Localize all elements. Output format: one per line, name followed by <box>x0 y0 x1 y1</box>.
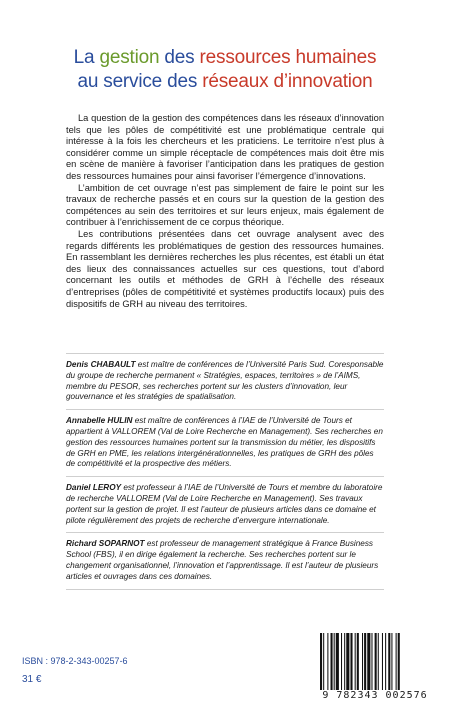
author-name: Daniel LEROY <box>66 483 122 493</box>
summary-paragraph: L’ambition de cet ouvrage n’est pas simplement de faire le point sur les travaux de recherche passés et en cours sur la question de la gestion des compétences au sein des territoires et sur leurs enjeux, mais également de contribuer à l’enrichissement de ce corpus théorique. <box>66 182 384 228</box>
author-bios <box>66 353 384 590</box>
barcode-bars <box>316 633 434 691</box>
title-word: La <box>73 47 100 68</box>
author-description: est maître de conférences de l’Université Paris Sud. Coresponsable du groupe de recherche permanent « Stratégies, espaces, territoires » de l’AIMS, membre du PESOR, ses recherches portent sur les clusters d’innovation, leur gouvernance et les stratégies de spatialisation. <box>66 360 384 402</box>
title-line-1 <box>0 46 450 70</box>
summary-text <box>66 113 384 310</box>
summary-paragraph: Les contributions présentées dans cet ouvrage analysent avec des regards différents les problématiques de gestion des ressources humaines. En rassemblant les dernières recherches les plus récentes, est établi un état des lieux des connaissances actuelles sur ces questions, tout d’abord concernant les outils et méthodes de GRH à l’échelle des réseaux d’entreprises (pôles de compétitivité et systèmes productifs locaux) puis des dispositifs de GRH au niveau des territoires. <box>66 228 384 309</box>
title-word: des <box>159 47 200 68</box>
title-word-highlight: réseaux d’innovation <box>202 71 373 92</box>
summary-paragraph: La question de la gestion des compétences dans les réseaux d’innovation tels que les pôles de compétitivité est une problématique centrale qui intéresse à la fois les chercheurs et les praticiens. Le territoire n’est plus à considérer comme un simple réceptacle de compétences mais doit être mis en scène de manière à favoriser l’anticipation dans les pratiques de gestion des ressources humaines pour ainsi favoriser l’émergence d’innovations. <box>66 113 384 181</box>
book-title <box>0 46 450 94</box>
title-word: au service des <box>77 71 203 92</box>
author-name: Annabelle HULIN <box>66 416 133 426</box>
author-bio <box>66 533 384 589</box>
author-description: est professeur de management stratégique à France Business School (FBS), il en dirige également la recherche. Ses recherches portent sur le changement organisationnel, l’innovation et l’apprentissage. Il est l’auteur de plusieurs articles et ouvrages dans ces domaines. <box>66 539 379 581</box>
author-description: est maître de conférences à l’IAE de l’Université de Tours et appartient à VALLOREM (Val de Loire Recherche en Management). Ses recherches en gestion des ressources humaines portent sur la transmission du métier, les dispositifs de GRH en PME, les relations intergénérationnelles, les pratiques de GRH des pôles de compétitivité et la prospective des métiers. <box>66 416 383 469</box>
isbn: ISBN : 978-2-343-00257-6 <box>22 656 128 666</box>
author-name: Denis CHABAULT <box>66 360 136 369</box>
barcode-number: 9 782343 002576 <box>316 690 434 701</box>
price: 31 € <box>22 674 42 685</box>
author-bio <box>66 477 384 533</box>
title-line-2 <box>0 70 450 94</box>
author-bio <box>66 354 384 410</box>
author-name: Richard SOPARNOT <box>66 539 145 549</box>
author-bio <box>66 410 384 477</box>
title-word-highlight: gestion <box>99 47 160 68</box>
title-word-highlight: ressources humaines <box>199 47 377 68</box>
author-description: est professeur à l’IAE de l’Université de Tours et membre du laboratoire de recherche VALLOREM (Val de Loire Recherche en Management). Ses travaux portent sur la gestion de projet. Il est l’auteur de plusieurs articles dans ce domaine et pilote régulièrement des projets de recherche d’envergure internationale. <box>66 483 383 525</box>
